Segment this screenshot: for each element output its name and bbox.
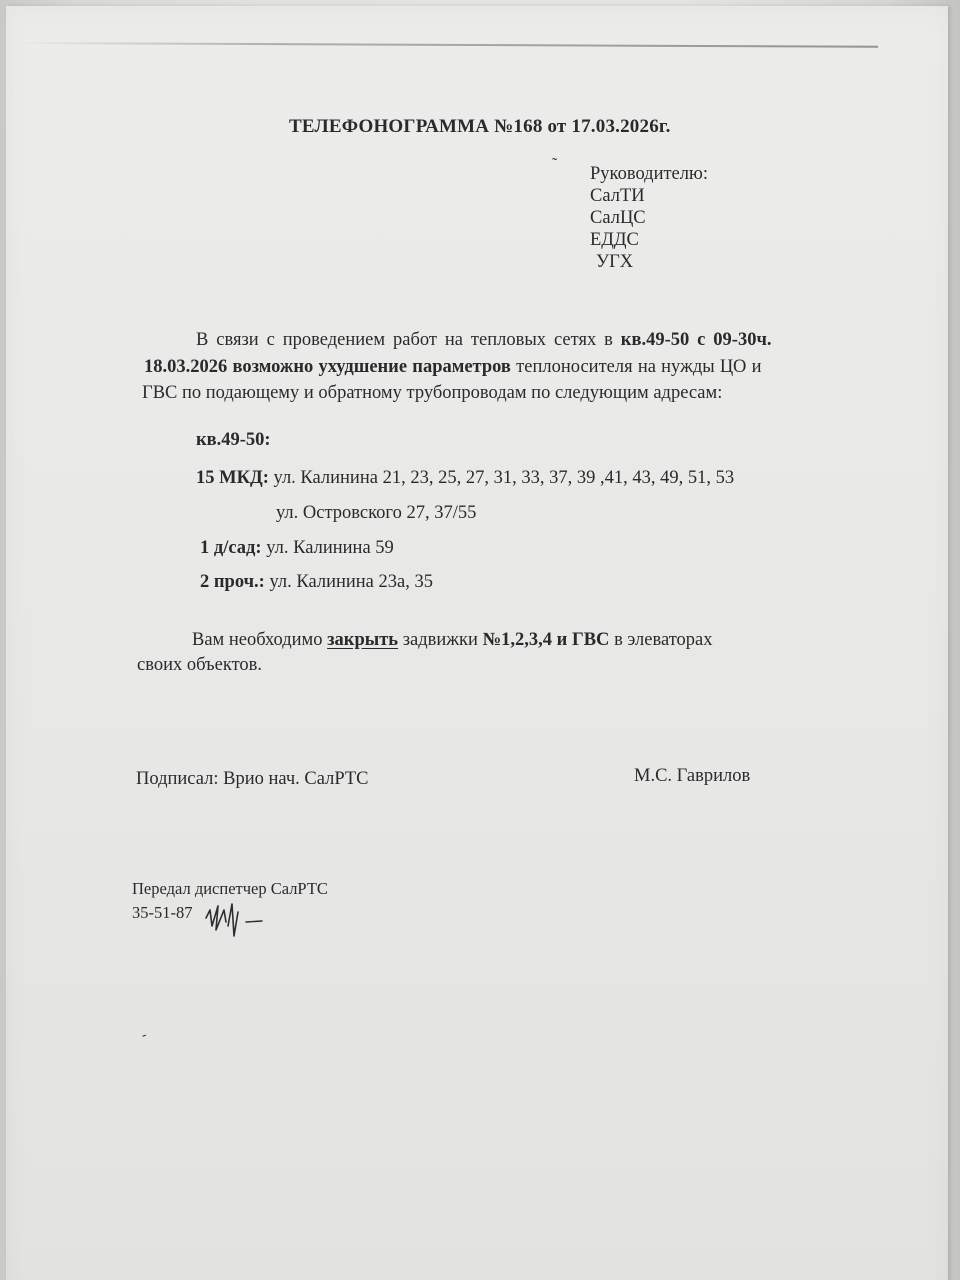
instruction-valves: №1,2,3,4 и ГВС xyxy=(482,630,610,650)
body-line-2 xyxy=(144,357,762,378)
address-other xyxy=(200,572,433,593)
address-mkd-2: ул. Островского 27, 37/55 xyxy=(276,503,477,523)
signed-name: М.С. Гаврилов xyxy=(634,766,751,786)
section-heading: кв.49-50: xyxy=(196,430,271,450)
address-kindergarten xyxy=(200,538,394,559)
body-text: В связи с проведением работ на тепловых сетях в xyxy=(196,330,621,350)
body-line-3: ГВС по подающему и обратному трубопроводам по следующим адресам: xyxy=(142,383,723,403)
instruction-line-2: своих объектов. xyxy=(137,655,263,675)
ink-speck: - xyxy=(139,1027,149,1044)
body-text: теплоносителя на нужды ЦО и xyxy=(510,357,762,377)
instruction-close-emphasis: закрыть xyxy=(327,630,399,650)
instruction-text: Вам необходимо xyxy=(192,630,328,650)
signed-label: Подписал: Врио нач. СалРТС xyxy=(136,769,369,789)
address-label: 15 МКД: xyxy=(196,468,269,488)
recipient-salti: СалТИ xyxy=(590,186,645,206)
transmitted-phone: 35-51-87 xyxy=(132,903,193,922)
instruction-text: задвижки xyxy=(398,630,483,650)
stray-mark: ˷ xyxy=(552,144,558,161)
instruction-text: в элеваторах xyxy=(609,630,713,650)
address-value: ул. Калинина 59 xyxy=(261,538,394,558)
address-value: ул. Калинина 21, 23, 25, 27, 31, 33, 37, 39 ,41, 43, 49, 51, 53 xyxy=(268,468,735,488)
address-label: 1 д/сад: xyxy=(200,538,262,558)
address-mkd xyxy=(196,468,734,489)
body-line-1 xyxy=(196,330,772,351)
recipient-salcs: СалЦС xyxy=(590,208,646,228)
recipient-ugh: УГХ xyxy=(596,252,634,272)
document-title: ТЕЛЕФОНОГРАММА №168 от 17.03.2026г. xyxy=(289,116,671,137)
body-bold-location: кв.49-50 с 09-30ч. xyxy=(620,330,772,350)
recipient-edds: ЕДДС xyxy=(590,230,639,250)
address-value: ул. Калинина 23а, 35 xyxy=(264,572,433,592)
paper-fold-line xyxy=(16,42,878,48)
recipients-heading: Руководителю: xyxy=(590,164,708,184)
instruction-line-1 xyxy=(192,630,713,651)
handwritten-signature xyxy=(202,896,272,946)
document-sheet xyxy=(6,6,948,1280)
body-bold-date: 18.03.2026 возможно ухудшение параметров xyxy=(144,357,511,377)
address-label: 2 проч.: xyxy=(200,572,265,592)
transmitted-label: Передал диспетчер СалРТС xyxy=(132,879,328,898)
